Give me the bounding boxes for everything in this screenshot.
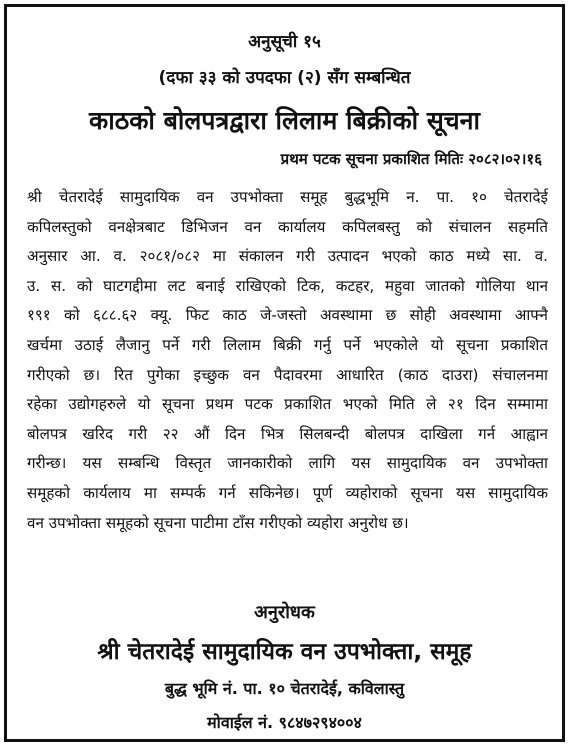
body-line: रहेका उद्योगहरुले यो सूचना प्रथम पटक प्रकाशित भएको मिति ले २१ दिन सम्मामा xyxy=(27,395,548,414)
body-line: अनुसार आ. व. २०८१/०८२ मा संकालन गरी उत्पादन भएको काठ मध्ये सा. व. xyxy=(27,247,548,266)
body-line: कपिलस्तुको वनक्षेत्रबाट डिभिजन वन कार्यालय कपिलबस्तु को संचालन सहमति xyxy=(27,217,548,236)
request-label: अनुरोधक xyxy=(254,602,315,623)
body-line: वन उपभोक्ता समूहको सूचना पाटीमा टाँस गरीएको व्यहोरा अनुरोध छ। xyxy=(27,513,409,532)
schedule-heading: अनुसूची १५ xyxy=(248,32,321,52)
notice-body xyxy=(27,183,548,538)
body-line: खर्चमा उठाई लैजानु पर्ने गरी लिलाम बिक्री गर्नु पर्ने भएकोले यो सूचना प्रकाशित xyxy=(27,335,548,354)
organization-address: बुद्ध भूमि नं. पा. १० चेतरादेई, कविलास्तु xyxy=(164,679,405,698)
publication-date: प्रथम पटक सूचना प्रकाशित मितिः २०८२।०२।१६ xyxy=(280,150,542,168)
mobile-number: मोवाईल नं. ९८४७२९४००४ xyxy=(207,713,362,732)
section-reference: (दफा ३३ को उपदफा (२) सँग सम्बन्धित xyxy=(158,68,411,88)
body-line: उ. स. को घाटगद्दीमा लट बनाई राखिएको टिक, कटहर, महुवा जातको गोलिया थान xyxy=(27,276,548,295)
body-line: श्री चेतरादेई सामुदायिक वन उपभोक्ता समूह बुद्धभूमि न. पा. १० चेतरादेई xyxy=(27,188,548,206)
notice-title: काठको बोलपत्रद्वारा लिलाम बिक्रीको सूचना xyxy=(89,106,480,135)
notice-frame xyxy=(4,4,565,742)
body-line: गरीन्छ। यस सम्बन्धि विस्तृत जानकारीको लागि यस सामुदायिक वन उपभोक्ता xyxy=(27,454,548,473)
body-line: १९१ को ६८८.६२ क्यू. फिट काठ जे-जस्तो अवस्थामा छ सोही अवस्थामा आफ्नै xyxy=(27,306,548,325)
body-line: बोलपत्र खरिद गरी २२ औं दिन भित्र सिलबन्दी बोलपत्र दाखिला गर्न आह्वान xyxy=(27,424,548,443)
body-line: गरीएको छ। रित पुगेका इच्छुक वन पैदावरमा आधारित (काठ दाउरा) संचालनमा xyxy=(27,365,548,384)
body-line: समूहको कार्यलाय मा सम्पर्क गर्न सकिनेछ। पूर्ण व्यहोराको सूचना यस सामुदायिक xyxy=(27,483,548,502)
organization-name: श्री चेतरादेई सामुदायिक वन उपभोक्ता, समूह xyxy=(97,639,472,665)
